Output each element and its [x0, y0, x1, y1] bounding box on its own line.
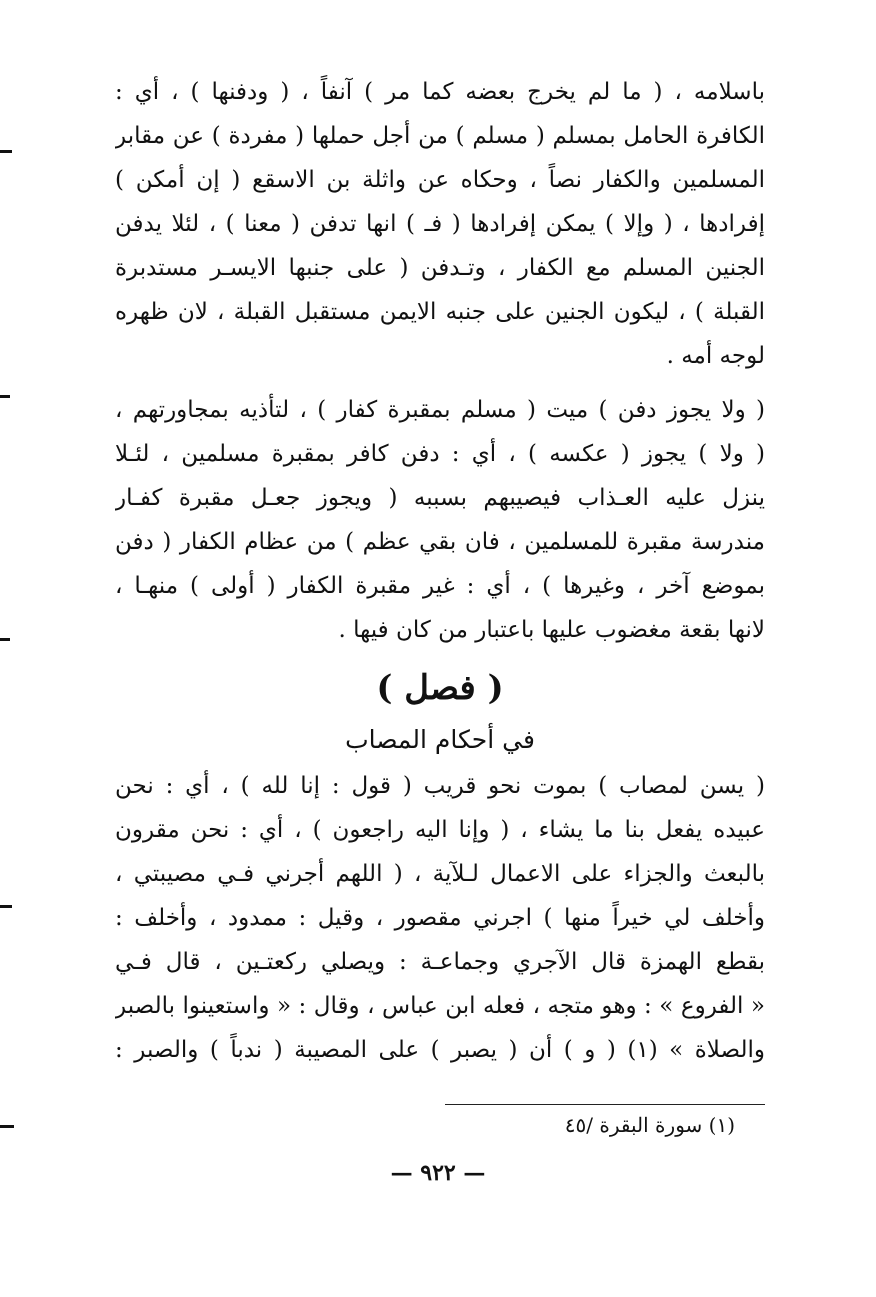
text-line: الكافرة الحامل بمسلم ( مسلم ) من أجل حملها ( مفردة ) عن مقابر: [115, 123, 765, 149]
text-line: المسلمين والكفار نصاً ، وحكاه عن واثلة بن الاسقع ( إن أمكن ): [115, 167, 765, 193]
text-line: بقطع الهمزة قال الآجري وجماعـة : ويصلي ركعتـين ، قال فـي: [115, 949, 765, 975]
margin-mark: [0, 1125, 14, 1128]
text-line: بالبعث والجزاء على الاعمال لـلآية ، ( اللهم أجرني فـي مصيبتي ،: [115, 861, 765, 887]
section-subheading: في أحكام المصاب: [345, 725, 535, 754]
text-line: إفرادها ، ( وإلا ) يمكن إفرادها ( فـ ) انها تدفن ( معنا ) ، لئلا يدفن: [115, 211, 765, 237]
text-line: باسلامه ، ( ما لم يخرج بعضه كما مر ) آنفاً ، ( ودفنها ) ، أي :: [115, 79, 765, 105]
margin-mark: [0, 395, 10, 398]
footnote: (١) سورة البقرة /٤٥: [564, 1113, 735, 1137]
page-number: — ٩٢٢ —: [390, 1160, 486, 1186]
margin-mark: [0, 638, 10, 641]
text-line: والصلاة » (١) ( و ) أن ( يصبر ) على المصيبة ( ندباً ) والصبر :: [115, 1037, 765, 1063]
margin-mark: [0, 905, 12, 908]
paragraph-3: [115, 764, 765, 1072]
text-line: لوجه أمه .: [666, 343, 765, 369]
text-line: ( يسن لمصاب ) بموت نحو قريب ( قول : إنا لله ) ، أي : نحن: [115, 773, 765, 799]
text-line: ( ولا ) يجوز ( عكسه ) ، أي : دفن كافر بمقبرة مسلمين ، لئـلا: [115, 441, 765, 467]
paragraph-2: [115, 388, 765, 652]
text-line: الجنين المسلم مع الكفار ، وتـدفن ( على جنبها الايسـر مستدبرة: [115, 255, 765, 281]
text-line: « الفروع » : وهو متجه ، فعله ابن عباس ، وقال : « واستعينوا بالصبر: [115, 993, 765, 1019]
page-text: [115, 70, 765, 1072]
margin-mark: [0, 150, 12, 153]
text-line: مندرسة مقبرة للمسلمين ، فان بقي عظم ) من عظام الكفار ( دفن: [115, 529, 765, 555]
footnote-divider: [445, 1104, 765, 1105]
text-line: ينزل عليه العـذاب فيصيبهم بسببه ( ويجوز جعـل مقبرة كفـار: [115, 485, 765, 511]
section-heading: ( فصل ): [376, 668, 504, 708]
text-line: بموضع آخر ، وغيرها ) ، أي : غير مقبرة الكفار ( أولى ) منهـا ،: [115, 573, 765, 599]
text-line: لانها بقعة مغضوب عليها باعتبار من كان فيها .: [338, 617, 765, 643]
text-line: وأخلف لي خيراً منها ) اجرني مقصور ، وقيل : ممدود ، وأخلف :: [115, 905, 765, 931]
text-line: ( ولا يجوز دفن ) ميت ( مسلم بمقبرة كفار ) ، لتأذيه بمجاورتهم ،: [115, 397, 765, 423]
paragraph-1: [115, 70, 765, 378]
text-line: عبيده يفعل بنا ما يشاء ، ( وإنا اليه راجعون ) ، أي : نحن مقرون: [115, 817, 765, 843]
text-line: القبلة ) ، ليكون الجنين على جنبه الايمن مستقبل القبلة ، لان ظهره: [115, 299, 765, 325]
